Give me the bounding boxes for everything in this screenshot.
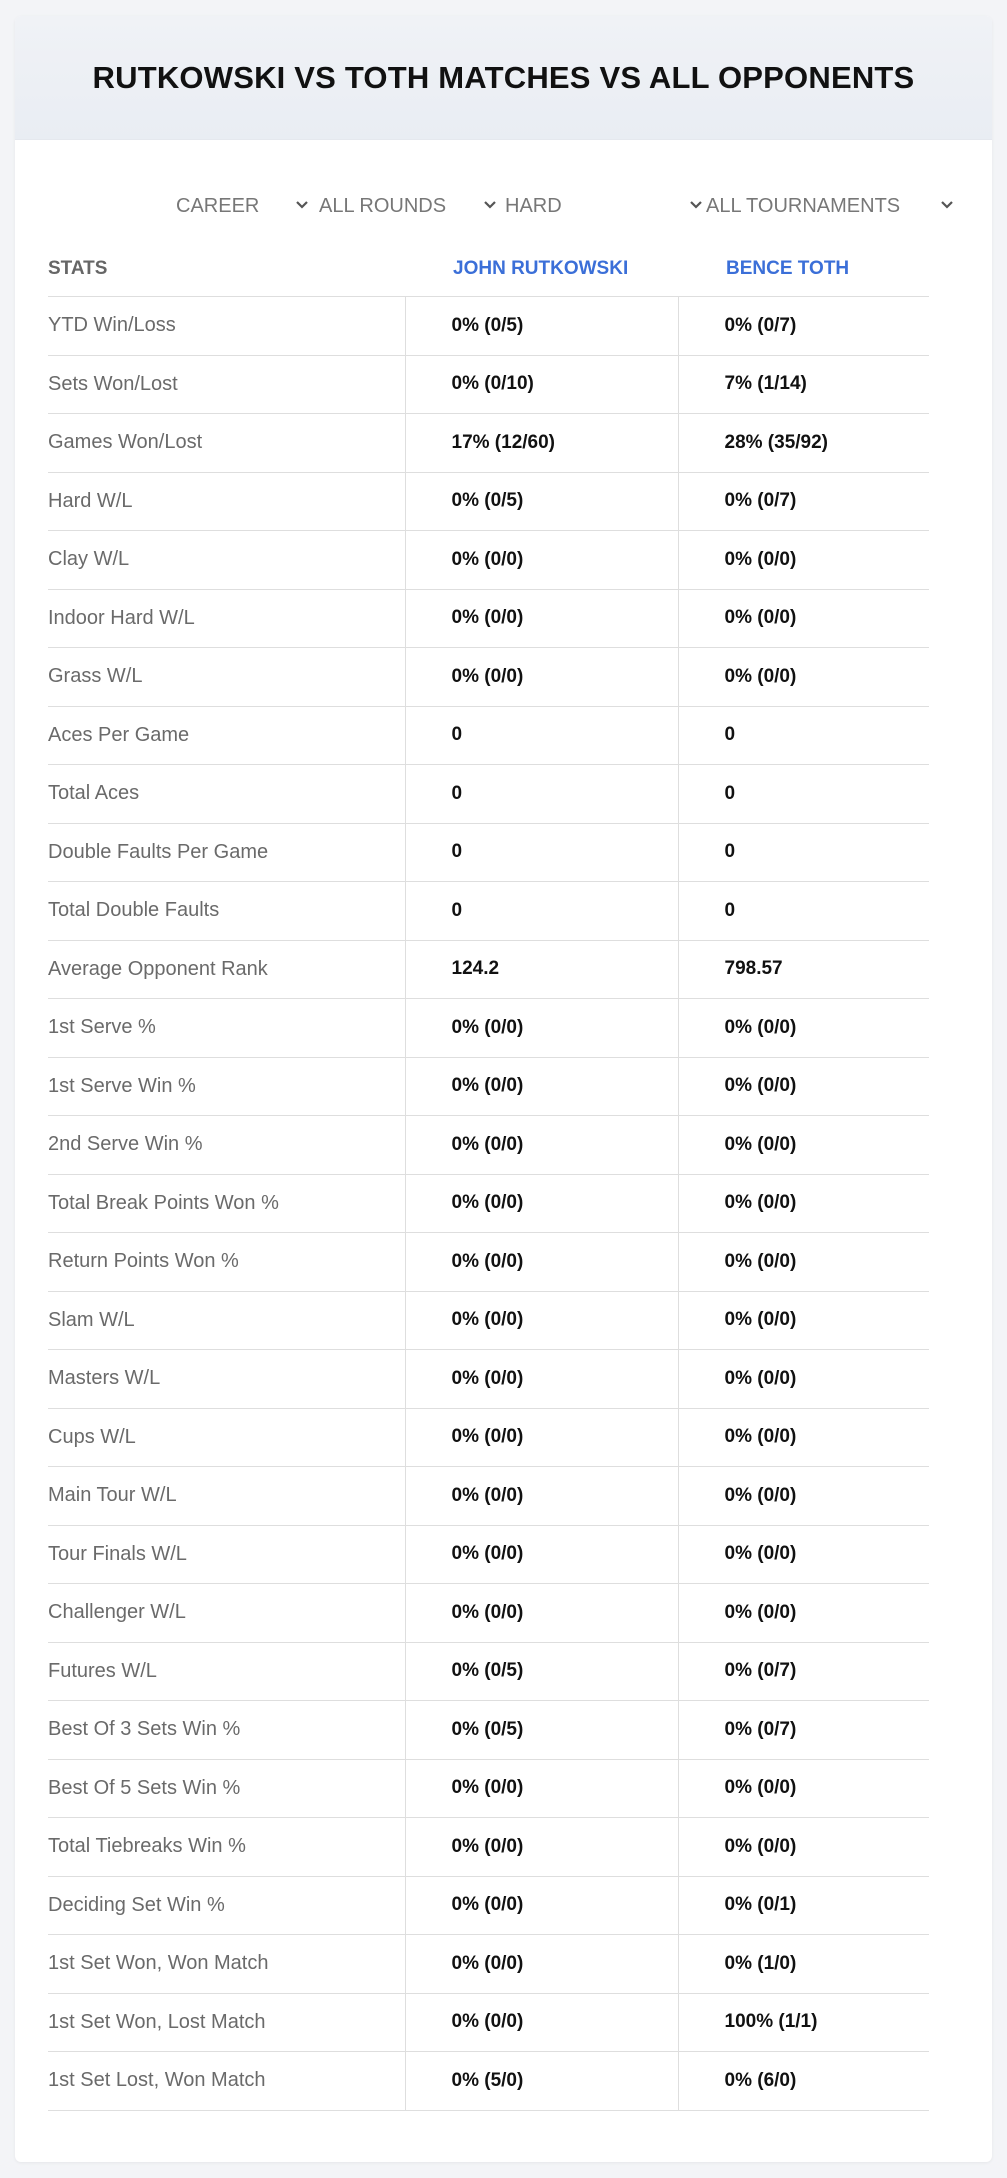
stat-label: 1st Set Lost, Won Match [48, 2052, 405, 2111]
table-row [48, 823, 929, 882]
player2-value: 0 [678, 823, 929, 882]
player1-value: 17% (12/60) [405, 414, 678, 473]
round-filter-select[interactable] [319, 186, 499, 226]
player1-value: 0% (0/0) [405, 1057, 678, 1116]
stat-label: Grass W/L [48, 648, 405, 707]
chevron-down-icon [484, 200, 496, 210]
stat-label: YTD Win/Loss [48, 297, 405, 356]
surface-filter-value: HARD [505, 194, 562, 217]
player1-value: 0% (0/0) [405, 1584, 678, 1643]
player2-value: 798.57 [678, 940, 929, 999]
stat-label: Tour Finals W/L [48, 1525, 405, 1584]
player1-value: 0 [405, 823, 678, 882]
player2-value: 0% (0/0) [678, 1525, 929, 1584]
stats-table [48, 296, 929, 2111]
stat-label: Total Break Points Won % [48, 1174, 405, 1233]
player2-value: 0% (0/0) [678, 648, 929, 707]
player2-value: 0% (0/0) [678, 1467, 929, 1526]
stat-label: Return Points Won % [48, 1233, 405, 1292]
player1-value: 0% (0/0) [405, 1818, 678, 1877]
stat-label: Hard W/L [48, 472, 405, 531]
player1-value: 0 [405, 882, 678, 941]
player2-value: 0% (0/0) [678, 1759, 929, 1818]
table-row [48, 1408, 929, 1467]
player1-value: 0% (0/0) [405, 1876, 678, 1935]
stat-label: Masters W/L [48, 1350, 405, 1409]
table-row [48, 1350, 929, 1409]
table-row [48, 1759, 929, 1818]
player2-value: 0 [678, 882, 929, 941]
stat-label: Average Opponent Rank [48, 940, 405, 999]
stat-label: 1st Set Won, Lost Match [48, 1993, 405, 2052]
player2-value: 0% (0/0) [678, 1291, 929, 1350]
stat-label: 1st Serve Win % [48, 1057, 405, 1116]
stat-label: 1st Set Won, Won Match [48, 1935, 405, 1994]
player2-value: 0% (0/0) [678, 999, 929, 1058]
player2-value: 0% (6/0) [678, 2052, 929, 2111]
chevron-down-icon [941, 200, 953, 210]
player2-value: 0% (0/0) [678, 1057, 929, 1116]
table-row [48, 940, 929, 999]
stat-label: Total Aces [48, 765, 405, 824]
player2-value: 0 [678, 706, 929, 765]
table-row [48, 1291, 929, 1350]
table-row [48, 1584, 929, 1643]
table-row [48, 1818, 929, 1877]
table-row [48, 1116, 929, 1175]
player1-value: 0% (0/5) [405, 472, 678, 531]
player2-value: 0% (0/0) [678, 589, 929, 648]
player1-value: 0% (0/0) [405, 1350, 678, 1409]
round-filter-value: ALL ROUNDS [319, 194, 447, 217]
player1-value: 0% (0/0) [405, 1993, 678, 2052]
player1-value: 0% (0/0) [405, 1291, 678, 1350]
player2-value: 100% (1/1) [678, 1993, 929, 2052]
player1-value: 0% (0/0) [405, 1233, 678, 1292]
player2-value: 0% (0/0) [678, 1818, 929, 1877]
stat-label: Challenger W/L [48, 1584, 405, 1643]
table-row [48, 1642, 929, 1701]
player2-value: 0% (0/0) [678, 1350, 929, 1409]
stat-label: Indoor Hard W/L [48, 589, 405, 648]
stat-label: Double Faults Per Game [48, 823, 405, 882]
stat-label: Cups W/L [48, 1408, 405, 1467]
stat-label: 2nd Serve Win % [48, 1116, 405, 1175]
table-row [48, 765, 929, 824]
player2-value: 0% (1/0) [678, 1935, 929, 1994]
player2-value: 0% (0/7) [678, 1701, 929, 1760]
table-row [48, 1525, 929, 1584]
table-row [48, 999, 929, 1058]
stat-label: Deciding Set Win % [48, 1876, 405, 1935]
player1-value: 0% (0/5) [405, 1701, 678, 1760]
table-row [48, 414, 929, 473]
table-row [48, 589, 929, 648]
player2-value: 0% (0/0) [678, 1584, 929, 1643]
player1-value: 124.2 [405, 940, 678, 999]
player2-link[interactable]: BENCE TOTH [726, 258, 850, 279]
player1-value: 0% (0/5) [405, 297, 678, 356]
player1-value: 0% (0/0) [405, 531, 678, 590]
chevron-down-icon [690, 200, 702, 210]
period-filter-value: CAREER [176, 194, 260, 217]
table-row [48, 1057, 929, 1116]
player1-value: 0 [405, 706, 678, 765]
player1-link[interactable]: JOHN RUTKOWSKI [453, 258, 629, 279]
table-row [48, 2052, 929, 2111]
tournament-filter-value: ALL TOURNAMENTS [706, 194, 901, 217]
table-row [48, 1174, 929, 1233]
stat-label: Total Tiebreaks Win % [48, 1818, 405, 1877]
stat-label: Games Won/Lost [48, 414, 405, 473]
player2-value: 0% (0/0) [678, 1233, 929, 1292]
stat-label: 1st Serve % [48, 999, 405, 1058]
player1-value: 0% (0/0) [405, 999, 678, 1058]
table-row [48, 297, 929, 356]
player2-value: 0% (0/0) [678, 1116, 929, 1175]
player2-value: 0% (0/7) [678, 297, 929, 356]
player2-value: 0% (0/7) [678, 1642, 929, 1701]
stat-label: Aces Per Game [48, 706, 405, 765]
player2-value: 0% (0/0) [678, 1174, 929, 1233]
player2-value: 0% (0/1) [678, 1876, 929, 1935]
stat-label: Futures W/L [48, 1642, 405, 1701]
player2-value: 0% (0/7) [678, 472, 929, 531]
stat-label: Main Tour W/L [48, 1467, 405, 1526]
player2-value: 7% (1/14) [678, 355, 929, 414]
player1-value: 0% (0/5) [405, 1642, 678, 1701]
table-row [48, 1467, 929, 1526]
stat-label: Total Double Faults [48, 882, 405, 941]
player1-value: 0% (0/0) [405, 1525, 678, 1584]
player1-value: 0% (5/0) [405, 2052, 678, 2111]
player1-value: 0% (0/10) [405, 355, 678, 414]
table-row [48, 648, 929, 707]
table-row [48, 355, 929, 414]
stats-column-header: STATS [48, 258, 108, 279]
table-row [48, 1876, 929, 1935]
player1-value: 0% (0/0) [405, 1116, 678, 1175]
player2-value: 0% (0/0) [678, 531, 929, 590]
player2-value: 28% (35/92) [678, 414, 929, 473]
stat-label: Sets Won/Lost [48, 355, 405, 414]
table-row [48, 706, 929, 765]
card-header [15, 16, 992, 140]
stat-label: Slam W/L [48, 1291, 405, 1350]
table-row [48, 1233, 929, 1292]
stat-label: Best Of 3 Sets Win % [48, 1701, 405, 1760]
period-filter-select[interactable] [176, 186, 311, 226]
table-row [48, 1935, 929, 1994]
page-title: RUTKOWSKI VS TOTH MATCHES VS ALL OPPONENTS [92, 59, 915, 95]
player2-value: 0 [678, 765, 929, 824]
table-row [48, 472, 929, 531]
player1-value: 0% (0/0) [405, 1935, 678, 1994]
player1-value: 0 [405, 765, 678, 824]
player1-value: 0% (0/0) [405, 1174, 678, 1233]
table-header [48, 252, 929, 292]
table-row [48, 531, 929, 590]
player1-value: 0% (0/0) [405, 589, 678, 648]
stat-label: Clay W/L [48, 531, 405, 590]
stat-label: Best Of 5 Sets Win % [48, 1759, 405, 1818]
player1-value: 0% (0/0) [405, 1759, 678, 1818]
tournament-filter-select[interactable] [706, 186, 956, 226]
table-row [48, 882, 929, 941]
player2-value: 0% (0/0) [678, 1408, 929, 1467]
table-row [48, 1701, 929, 1760]
player1-value: 0% (0/0) [405, 1408, 678, 1467]
chevron-down-icon [296, 200, 308, 210]
surface-filter-select[interactable] [505, 186, 705, 226]
filter-bar [15, 186, 992, 226]
player1-value: 0% (0/0) [405, 1467, 678, 1526]
player1-value: 0% (0/0) [405, 648, 678, 707]
table-row [48, 1993, 929, 2052]
